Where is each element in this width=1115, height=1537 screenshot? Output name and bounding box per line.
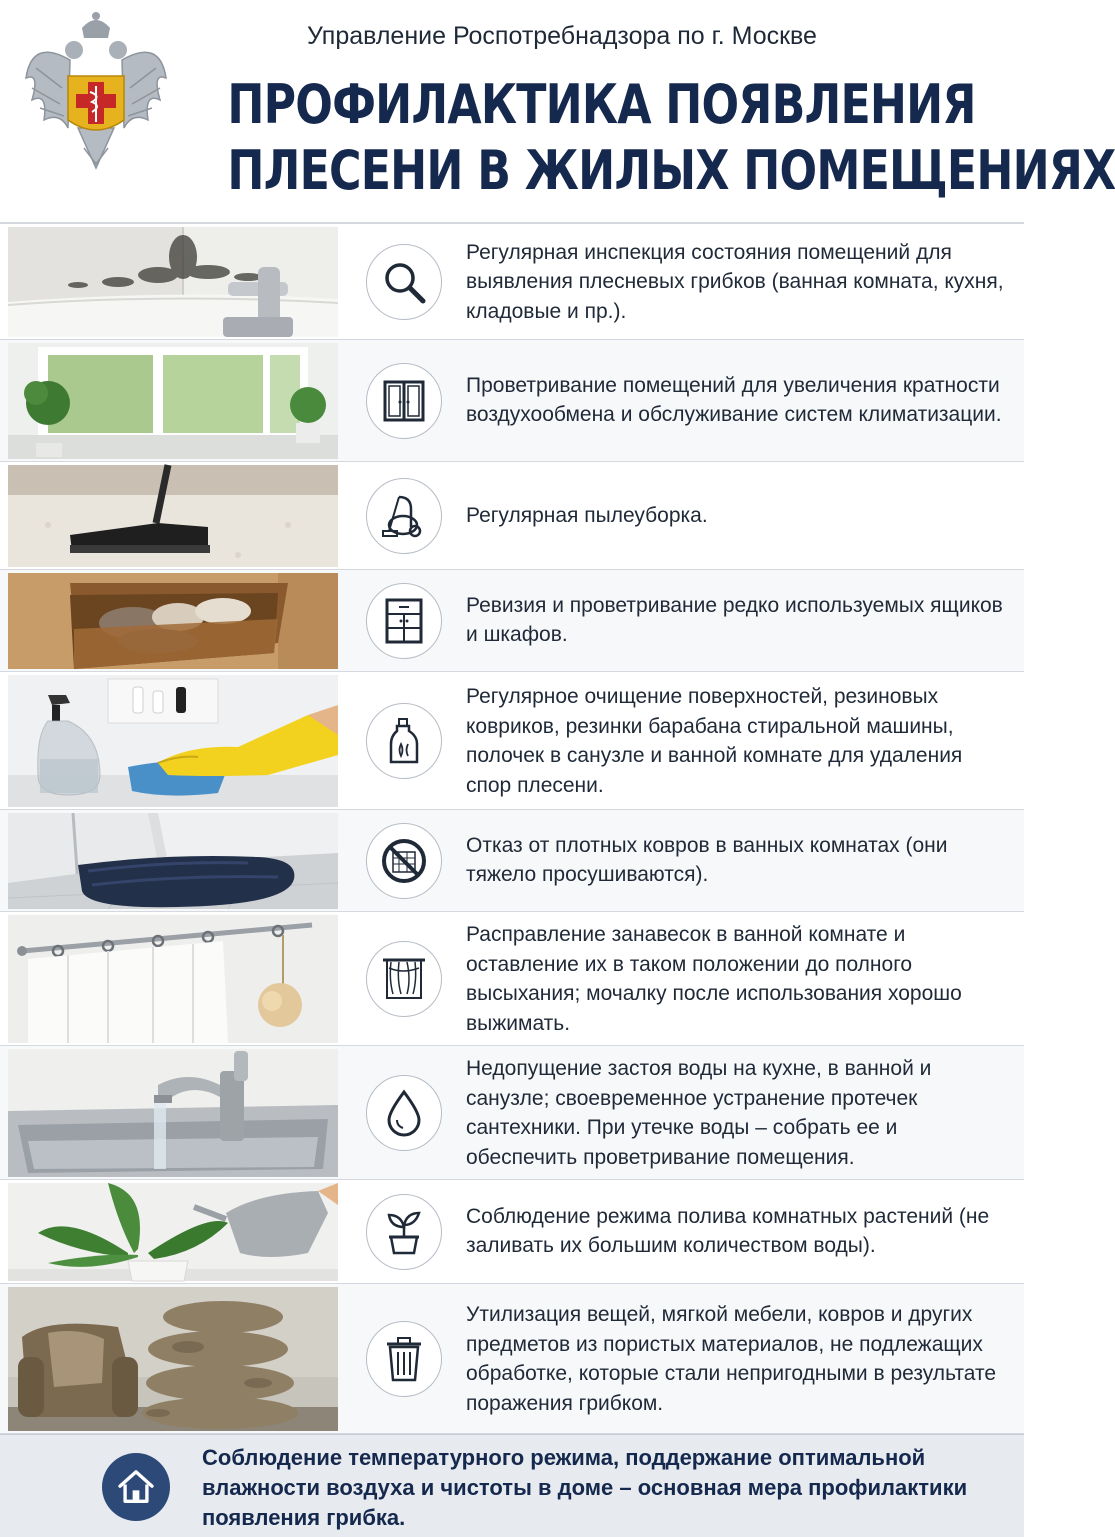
item-text: Регулярное очищение поверхностей, резиновых ковриков, резинки барабана стиральной машины, полочек в санузле и ванной комнате для удаления спор плесени. [466,685,963,797]
bath-mat-photo [8,813,338,909]
list-item [0,1180,1024,1284]
title-line-1: ПРОФИЛАКТИКА ПОЯВЛЕНИЯ [227,73,976,136]
list-item [0,224,1024,340]
water-drop-icon [366,1075,442,1151]
list-item [0,462,1024,570]
list-item [0,1284,1024,1434]
cleaning-bottle-icon [366,703,442,779]
item-text: Регулярная пылеуборка. [466,504,708,528]
house-icon [102,1453,170,1521]
item-text: Отказ от плотных ковров в ванных комнатах (они тяжело просушиваются). [466,833,948,886]
potted-plant-icon [366,1194,442,1270]
page-title [227,72,1115,204]
item-text: Недопущение застоя воды на кухне, в ванной и санузле; своевременное устранение протечек сантехники. При утечке воды – собрать ее и обеспечить проветривание помещения. [466,1057,932,1169]
footer [0,1434,1024,1537]
list-item [0,1046,1024,1180]
watering-plant-photo [8,1183,338,1281]
curtain-icon [366,941,442,1017]
list-item [0,810,1024,912]
open-window-with-plants-photo [8,343,338,459]
list-item [0,672,1024,810]
title-line-2: ПЛЕСЕНИ В ЖИЛЫХ ПОМЕЩЕНИЯХ [227,139,1115,202]
window-icon [366,363,442,439]
shower-curtain-photo [8,915,338,1043]
list-item [0,912,1024,1046]
vacuum-on-carpet-photo [8,465,338,567]
header [0,0,1115,224]
footer-text: Соблюдение температурного режима, поддержание оптимальной влажности воздуха и чистоты в доме – основная мера профилактики появления грибка. [202,1445,968,1530]
item-text: Утилизация вещей, мягкой мебели, ковров и других предметов из пористых материалов, не подлежащих обработке, которые стали непригодными в результате поражения грибком. [466,1303,997,1415]
double-headed-eagle-emblem [22,8,170,176]
item-text: Расправление занавесок в ванной комнате и оставление их в таком положении до полного высыхания; мочалку после использования хорошо выжимать. [466,923,962,1035]
old-moldy-furniture-photo [8,1287,338,1431]
magnifier-icon [366,244,442,320]
cabinet-icon [366,583,442,659]
trash-can-icon [366,1321,442,1397]
open-drawer-with-towels-photo [8,573,338,669]
item-text: Соблюдение режима полива комнатных растений (не заливать их большим количеством воды). [466,1204,990,1257]
no-rug-icon [366,823,442,899]
organization-name: Управление Роспотребнадзора по г. Москве [307,22,817,50]
vacuum-cleaner-icon [366,478,442,554]
item-text: Проветривание помещений для увеличения кратности воздухообмена и обслуживание систем климатизации. [466,373,1002,426]
list-item [0,340,1024,462]
moldy-bathroom-corner-photo [8,227,338,337]
glove-wiping-surface-photo [8,675,338,807]
list-item [0,570,1024,672]
item-text: Ревизия и проветривание редко используемых ящиков и шкафов. [466,593,1003,646]
faucet-and-sink-photo [8,1049,338,1177]
item-text: Регулярная инспекция состояния помещений для выявления плесневых грибков (ванная комната, кухня, кладовые и пр.). [466,240,1004,323]
